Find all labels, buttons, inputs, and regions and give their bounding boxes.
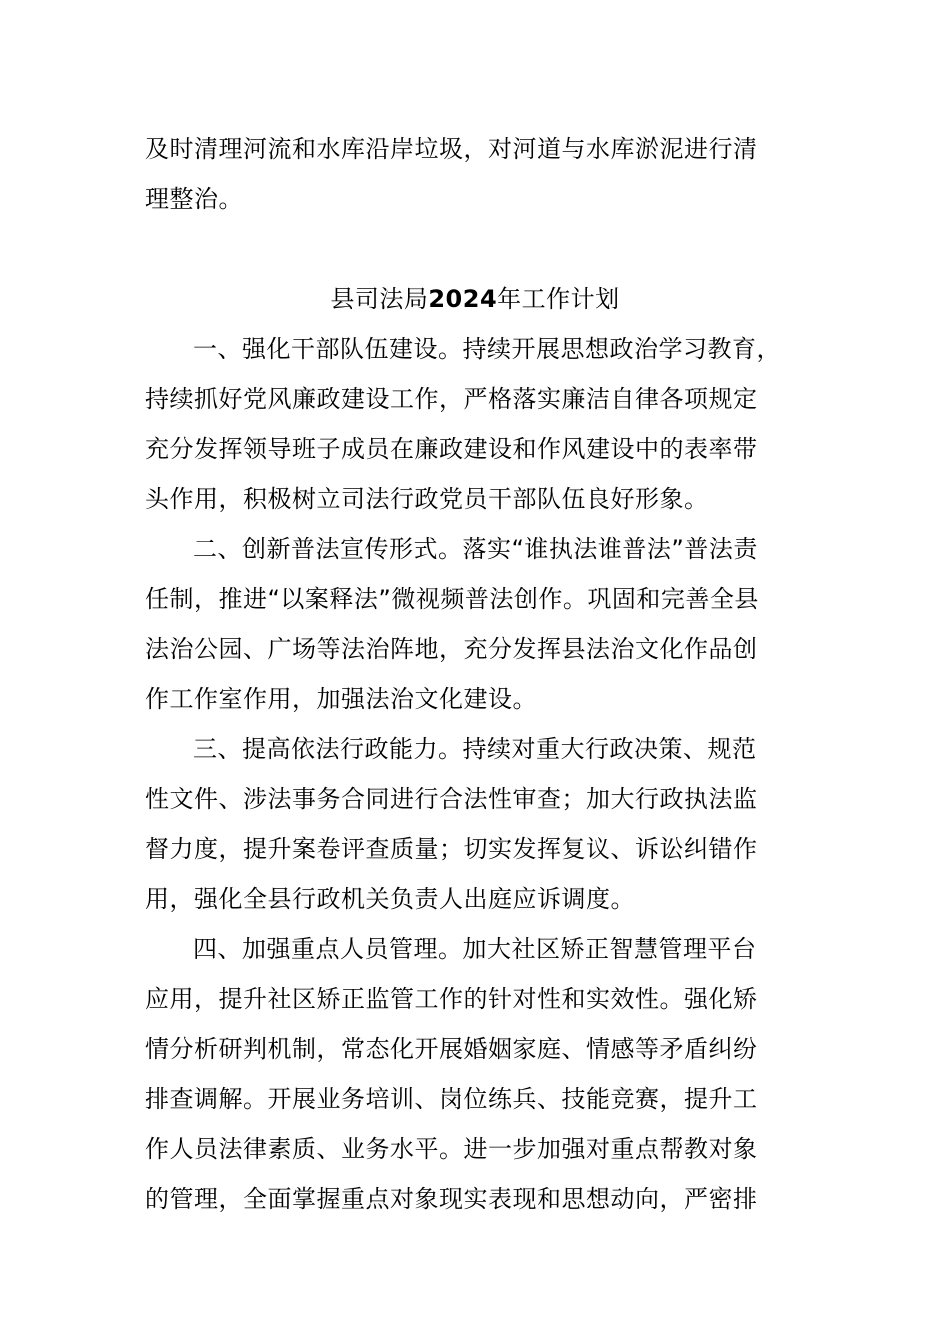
body-text-line: 持续抓好党风廉政建设工作，严格落实廉洁自律各项规定: [145, 385, 758, 413]
body-text-line: 应用，提升社区矫正监管工作的针对性和实效性。强化矫: [145, 985, 758, 1013]
section-3-heading-line: 三、提高依法行政能力。持续对重大行政决策、规范: [193, 735, 757, 763]
section-1-heading-line: 一、强化干部队伍建设。持续开展思想政治学习教育，: [193, 335, 781, 363]
body-text-line: 情分析研判机制，常态化开展婚姻家庭、情感等矛盾纠纷: [145, 1035, 758, 1063]
body-text-line: 及时清理河流和水库沿岸垃圾，对河道与水库淤泥进行清: [145, 135, 758, 163]
body-text-line: 任制，推进“以案释法”微视频普法创作。巩固和完善全县: [145, 585, 759, 613]
body-text-line: 性文件、涉法事务合同进行合法性审查；加大行政执法监: [145, 785, 758, 813]
section-2-heading-line: 二、创新普法宣传形式。落实“谁执法谁普法”普法责: [193, 535, 758, 563]
body-text-line: 用，强化全县行政机关负责人出庭应诉调度。: [145, 885, 635, 913]
body-text-line: 作人员法律素质、业务水平。进一步加强对重点帮教对象: [145, 1135, 758, 1163]
title-suffix: 年工作计划: [497, 285, 620, 313]
section-4-heading-line: 四、加强重点人员管理。加大社区矫正智慧管理平台: [193, 935, 757, 963]
body-text-line: 充分发挥领导班子成员在廉政建设和作风建设中的表率带: [145, 435, 758, 463]
body-text-line: 排查调解。开展业务培训、岗位练兵、技能竞赛，提升工: [145, 1085, 758, 1113]
body-text-line: 法治公园、广场等法治阵地，充分发挥县法治文化作品创: [145, 635, 758, 663]
title-year: 2024: [428, 285, 498, 313]
body-text-line: 作工作室作用，加强法治文化建设。: [145, 685, 537, 713]
title-prefix: 县司法局: [330, 285, 429, 313]
body-text-line: 督力度，提升案卷评查质量；切实发挥复议、诉讼纠错作: [145, 835, 758, 863]
document-title: [0, 284, 950, 314]
body-text-line: 头作用，积极树立司法行政党员干部队伍良好形象。: [145, 485, 709, 513]
body-text-line: 的管理，全面掌握重点对象现实表现和思想动向，严密排: [145, 1185, 758, 1213]
body-text-line: 理整治。: [145, 185, 243, 213]
